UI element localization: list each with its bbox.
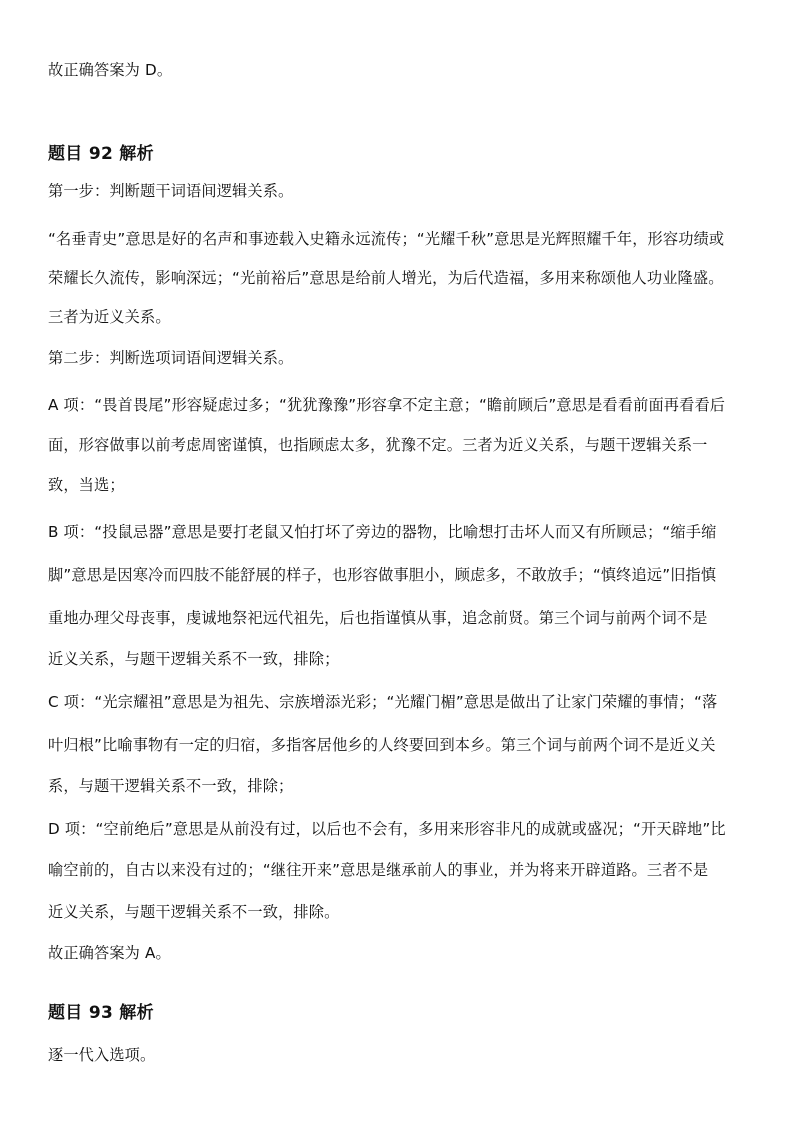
q92-option-b-line: 近义关系，与题干逻辑关系不一致，排除； (48, 650, 340, 668)
q92-stem-analysis-line: “名垂青史”意思是好的名声和事迹载入史籍永远流传；“光耀千秋”意思是光辉照耀千年，形容功绩或 (48, 230, 725, 248)
q92-option-d-line: 喻空前的，自古以来没有过的；“继往开来”意思是继承前人的事业，并为将来开辟道路。三者不是 (48, 861, 709, 879)
q92-stem-analysis-line: 荣耀长久流传，影响深远；“光前裕后”意思是给前人增光，为后代造福，多用来称颂他人功业隆盛。 (48, 269, 724, 287)
q92-step-two: 第二步：判断选项词语间逻辑关系。 (48, 349, 294, 367)
q92-option-c-line: C 项：“光宗耀祖”意思是为祖先、宗族增添光彩；“光耀门楣”意思是做出了让家门荣耀的事情；“落 (48, 693, 718, 711)
q92-step-one: 第一步：判断题干词语间逻辑关系。 (48, 182, 294, 200)
q92-option-c-line: 叶归根”比喻事物有一定的归宿，多指客居他乡的人终要回到本乡。第三个词与前两个词不是近义关 (48, 736, 716, 754)
q92-option-a-line: 面，形容做事以前考虑周密谨慎，也指顾虑太多，犹豫不定。三者为近义关系，与题干逻辑关系一 (48, 436, 708, 454)
q92-stem-analysis-line: 三者为近义关系。 (48, 308, 171, 326)
q92-option-a-line: 致，当选； (48, 476, 125, 494)
q93-first-line: 逐一代入选项。 (48, 1046, 156, 1064)
q92-option-a-line: A 项：“畏首畏尾”形容疑虑过多；“犹犹豫豫”形容拿不定主意；“瞻前顾后”意思是看看前面再看看后 (48, 396, 726, 414)
section-heading-92: 题目 92 解析 (48, 144, 154, 164)
previous-answer-conclusion: 故正确答案为 D。 (48, 61, 173, 79)
q92-option-b-line: 脚”意思是因寒冷而四肢不能舒展的样子，也形容做事胆小，顾虑多，不敢放手；“慎终追远”旧指慎 (48, 566, 717, 584)
q92-option-d-line: 近义关系，与题干逻辑关系不一致，排除。 (48, 903, 340, 921)
q92-option-b-line: B 项：“投鼠忌器”意思是要打老鼠又怕打坏了旁边的器物，比喻想打击坏人而又有所顾忌；“缩手缩 (48, 523, 717, 541)
q92-option-c-line: 系，与题干逻辑关系不一致，排除； (48, 777, 294, 795)
q92-answer-conclusion: 故正确答案为 A。 (48, 944, 171, 962)
q92-option-b-line: 重地办理父母丧事，虔诚地祭祀远代祖先，后也指谨慎从事，追念前贤。第三个词与前两个词不是 (48, 609, 708, 627)
q92-option-d-line: D 项：“空前绝后”意思是从前没有过，以后也不会有，多用来形容非凡的成就或盛况；“开天辟地”比 (48, 820, 726, 838)
section-heading-93: 题目 93 解析 (48, 1003, 154, 1023)
